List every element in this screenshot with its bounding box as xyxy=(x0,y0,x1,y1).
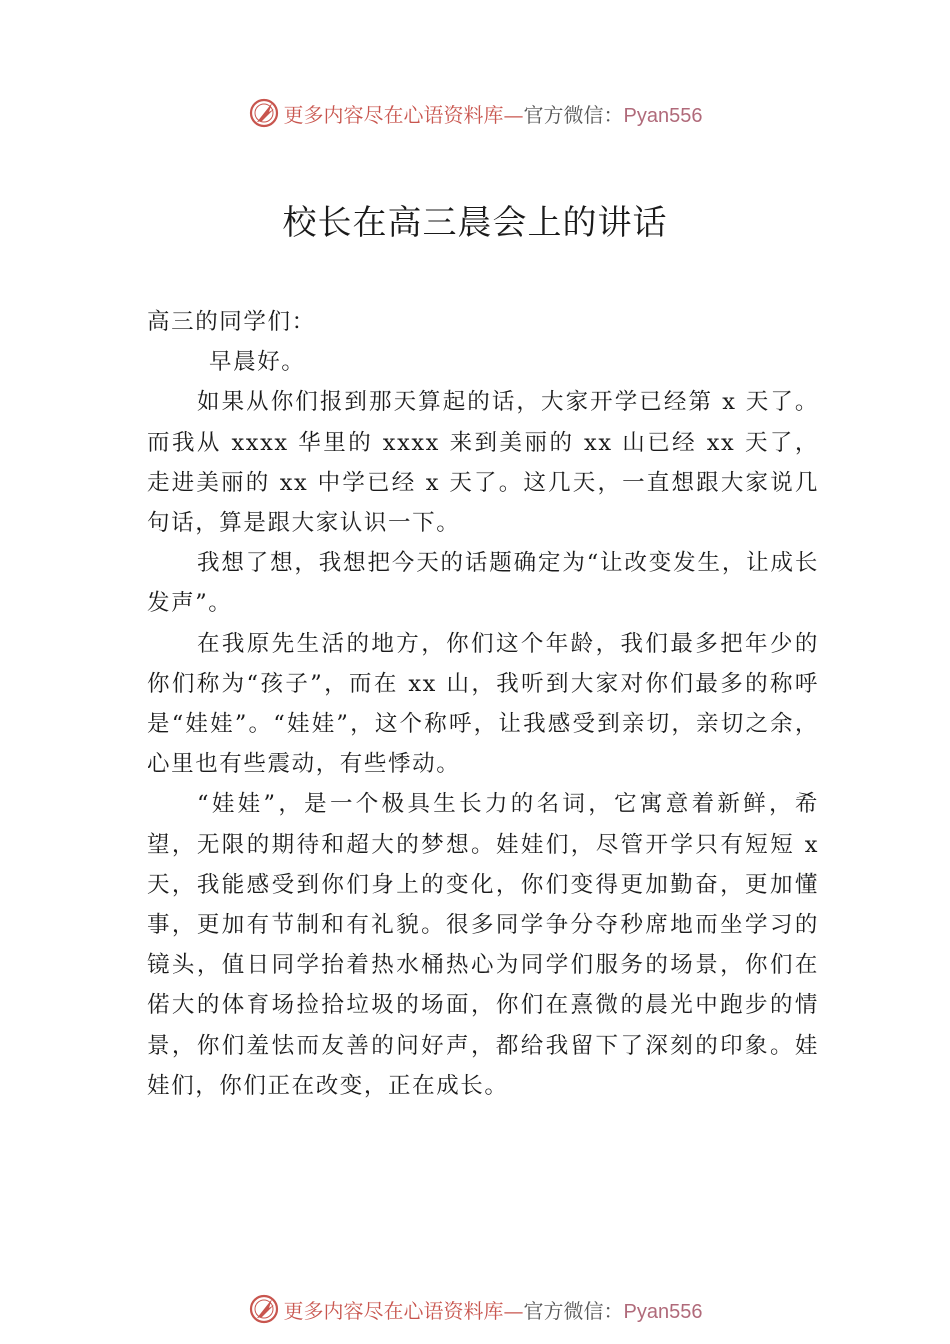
document-body xyxy=(147,302,819,1106)
feather-pen-logo-icon xyxy=(248,1293,280,1325)
paragraph: 我想了想，我想把今天的话题确定为“让改变发生，让成长发声”。 xyxy=(147,550,819,617)
footer-watermark xyxy=(0,1289,950,1329)
greeting: 早晨好。 xyxy=(209,349,306,376)
document-title: 校长在高三晨会上的讲话 xyxy=(282,203,668,243)
header-watermark xyxy=(0,93,950,133)
paragraph: 在我原先生活的地方，你们这个年龄，我们最多把年少的你们称为“孩子”，而在 xx 山，我听到大家对你们最多的称呼是“娃娃”。“娃娃”，这个称呼，让我感受到亲切，亲切之余，心里也有些震动，有些悸动。 xyxy=(147,630,819,778)
watermark-text: 更多内容尽在心语资料库—官方微信：Pyan556 xyxy=(283,102,703,127)
paragraph: 如果从你们报到那天算起的话，大家开学已经第 x 天了。而我从 xxxx 华里的 xxxx 来到美丽的 xx 山已经 xx 天了，走进美丽的 xx 中学已经 x 天了。这几天，一直想跟大家说几句话，算是跟大家认识一下。 xyxy=(147,389,819,537)
watermark-text: 更多内容尽在心语资料库—官方微信：Pyan556 xyxy=(283,1298,703,1323)
feather-pen-logo-icon xyxy=(248,97,280,129)
paragraph: “娃娃”，是一个极具生长力的名词，它寓意着新鲜，希望，无限的期待和超大的梦想。娃娃们，尽管开学只有短短 x 天，我能感受到你们身上的变化，你们变得更加勤奋，更加懂事，更加有节制和有礼貌。很多同学争分夺秒席地而坐学习的镜头，值日同学抬着热水桶热心为同学们服务的场景，你们在偌大的体育场捡拾垃圾的场面，你们在熹微的晨光中跑步的情景，你们羞怯而友善的问好声，都给我留下了深刻的印象。娃娃们，你们正在改变，正在成长。 xyxy=(147,791,819,1099)
salutation: 高三的同学们： xyxy=(147,309,316,335)
